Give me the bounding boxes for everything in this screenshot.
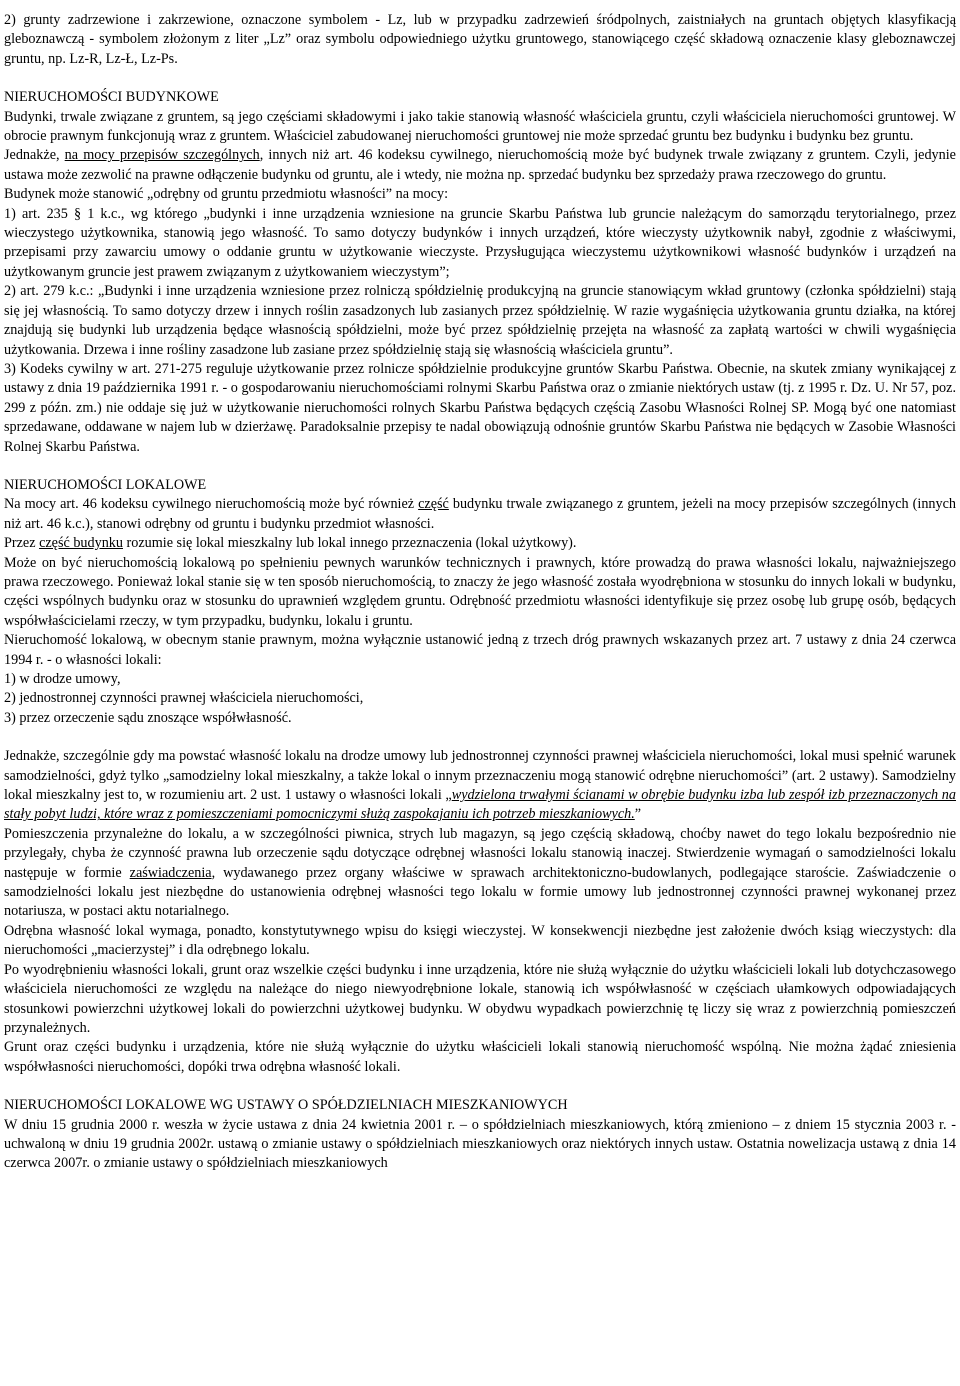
spacer bbox=[4, 728, 956, 747]
paragraph: Po wyodrębnieniu własności lokali, grunt oraz wszelkie części budynku i inne urządzenia, które nie służą wyłącznie do użytku właścicieli lokali lub dotychczasowego właściciela nieruchomości ze względu na należące do niego niewyodrębnione lokale, stanowią ich współwłasność w częściach ułamkowych odpowiadających stosunkowi powierzchni użytkowej lokali do powierzchni użytkowej budynku. W obydwu wypadkach powierzchnię tę liczy się wraz z powierzchnią pomieszczeń przynależnych. bbox=[4, 961, 956, 1036]
paragraph: W dniu 15 grudnia 2000 r. weszła w życie ustawa z dnia 24 kwietnia 2001 r. – o spółdzielniach mieszkaniowych, którą zmieniono – z dniem 15 stycznia 2003 r. - uchwaloną w dniu 19 grudnia 2002r. ustawą o zmianie ustawy o spółdzielniach mieszkaniowych oraz niektórych innych ustaw. Ostatnia nowelizacja ustawą z dnia 14 czerwca 2007r. o zmianie ustawy o spółdzielniach mieszkaniowych bbox=[4, 1116, 956, 1172]
spacer bbox=[4, 1077, 956, 1096]
text-run: rozumie się lokal mieszkalny lub lokal innego przeznaczenia (lokal użytkowy). bbox=[122, 535, 577, 552]
paragraph: Może on być nieruchomością lokalową po spełnieniu pewnych warunków technicznych i prawnych, które prowadzą do prawa własności lokalu, najważniejszego prawa rzeczowego. Ponieważ lokal stanie się w ten sposób nieruchomością, to znaczy że jego własność została wyodrębniona w stosunku do innych lokali w budynku, części wspólnych budynku oraz w stosunku do uprawnień względem gruntu. Odrębność przedmiotu własności identyfikuje się przez osobę lub grupę osób, będących współwłaścicielami rzeczy, w tym przypadku, budynku, lokalu i gruntu. bbox=[4, 554, 956, 629]
paragraph: 1) art. 235 § 1 k.c., wg którego „budynki i inne urządzenia wzniesione na gruncie Skarbu Państwa lub gruncie należącym do samorządu terytorialnego, przez wieczystego użytkownika, stanowią jego własność. To samo dotyczy budynków i innych urządzeń, które wieczysty użytkownik nabył, zgodnie z właściwymi, przepisami przy zawarciu umowy o oddanie gruntu w użytkowanie wieczyste. Przysługująca wieczystemu użytkownikowi własność budynków i urządzeń na użytkowanym gruncie jest prawem związanym z użytkowaniem wieczystym”; bbox=[4, 205, 956, 280]
paragraph bbox=[4, 747, 956, 825]
section-heading-spoldzielcze: NIERUCHOMOŚCI LOKALOWE WG USTAWY O SPÓŁDZIELNIACH MIESZKANIOWYCH bbox=[4, 1097, 568, 1114]
underlined-text: na mocy przepisów szczególnych bbox=[64, 147, 260, 164]
paragraph bbox=[4, 495, 956, 534]
paragraph: 3) Kodeks cywilny w art. 271-275 reguluje użytkowanie przez rolnicze spółdzielnie produkcyjne gruntów Skarbu Państwa. Obecnie, na skutek zmiany wynikającej z ustawy z dnia 19 października 1991 r. - o gospodarowaniu nieruchomościami rolnymi Skarbu Państwa oraz o zmianie niektórych ustaw (tj. z 1995 r. Dz. U. Nr 57, poz. 299 z późn. zm.) nie oddaje się już w użytkowanie nieruchomości rolnych Skarbu Państwa będących częścią Zasobu Własności Rolnej SP. Mogą być one natomiast sprzedawane, oddawane w najem lub w dzierżawę. Paradoksalnie przepisy te nadal obowiązują odnośnie gruntów Skarbu Państwa nie będących w Zasobie Własności Rolnej Skarbu Państwa. bbox=[4, 360, 956, 455]
text-run: Pomieszczenia przynależne do lokalu, a w szczególności piwnica, strych lub magazyn, są jego częścią składową, choćby nawet do tego lokalu bezpośrednio nie przylegały, chyba że czynność prawna lub orzeczenie sądu dotyczące odrębnej własności lokalu stanowią inaczej. Stwierdzenie wymagań o samodzielności lokalu następuje w formie bbox=[4, 825, 956, 881]
paragraph: Budynek może stanowić „odrębny od gruntu przedmiotu własności” na mocy: bbox=[4, 186, 449, 203]
underlined-text: część bbox=[418, 496, 449, 513]
text-run: Jednakże, bbox=[4, 147, 65, 164]
section-heading-budynkowe: NIERUCHOMOŚCI BUDYNKOWE bbox=[4, 89, 219, 106]
text-run: , innych niż art. 46 kodeksu cywilnego, nieruchomością może być budynek trwale związany z gruntem. Czyli, jedynie ustawa może zezwolić na prawne odłączenie budynku od gruntu, ale i wtedy, nie można np. sprzedać budynku bez sprzedaży prawa rzeczowego do gruntu. bbox=[4, 147, 956, 183]
paragraph bbox=[4, 534, 956, 553]
underlined-text: część budynku bbox=[39, 535, 123, 552]
paragraph bbox=[4, 825, 956, 922]
intro-paragraph: 2) grunty zadrzewione i zakrzewione, oznaczone symbolem - Lz, lub w przypadku zadrzewień śródpolnych, zaistniałych na gruntach objętych klasyfikacją gleboznawczą - symbolem złożonym z liter „Lz” oraz symbolu odpowiedniego użytku gruntowego, stanowiącego część składową oznaczenie klasy gleboznawczej gruntu, np. Lz-R, Lz-Ł, Lz-Ps. bbox=[4, 12, 956, 67]
text-run: ” bbox=[634, 806, 642, 823]
paragraph: 2) art. 279 k.c.: „Budynki i inne urządzenia wzniesione przez rolniczą spółdzielnię produkcyjną na gruncie stanowiącym wkład gruntowy (członka spółdzielni) stają się jej własnością. To samo dotyczy drzew i innych roślin zasadzonych lub zasianych przez spółdzielnię. W razie wygaśnięcia użytkowania gruntu działka, na której znajdują się budynki lub urządzenia będące własnością spółdzielni, może być przez spółdzielnię przejęta na własność za zapłatą wartości w chwili wygaśnięcia użytkowania. Drzewa i inne rośliny zasadzone lub zasiane przez spółdzielnię stają się własnością właściciela gruntu”. bbox=[4, 283, 956, 358]
italic-underlined-quote: wydzielona trwałymi ścianami w obrębie budynku izba lub zespół izb przeznaczonych na stały pobyt ludzi, które wraz z pomieszczeniami pomocniczymi służą zaspokajaniu ich potrzeb mieszkaniowych. bbox=[4, 787, 956, 823]
paragraph: Grunt oraz części budynku i urządzenia, które nie służą wyłącznie do użytku właścicieli lokali stanowią nieruchomość wspólną. Nie można żądać zniesienia współwłasności nieruchomości, dopóki trwa odrębna własność lokali. bbox=[4, 1039, 956, 1075]
text-run: Na mocy art. 46 kodeksu cywilnego nieruchomością może być również bbox=[4, 496, 419, 513]
paragraph: Nieruchomość lokalową, w obecnym stanie prawnym, można wyłącznie ustanowić jedną z trzech dróg prawnych wskazanych przez art. 7 ustawy z dnia 24 czerwca 1994 r. - o własności lokali: bbox=[4, 632, 956, 668]
paragraph: Budynki, trwale związane z gruntem, są jego częściami składowymi i jako takie stanowią własność właściciela gruntu, czyli właściciela nieruchomości gruntowej. W obrocie prawnym funkcjonują wraz z gruntem. Właściciel zabudowanej nieruchomości gruntowej nie może sprzedać gruntu bez budynku i budynku bez gruntu. bbox=[4, 108, 956, 145]
underlined-text: zaświadczenia bbox=[129, 864, 212, 881]
text-run: Jednakże, szczególnie gdy ma powstać własność lokalu na drodze umowy lub jednostronnej czynności prawnej właściciela nieruchomości, lokal musi spełnić warunek samodzielności, gdyż tylko „samodzielny lokal mieszkalny, a także lokal o innym przeznaczeniu mogą stanowić odrębne nieruchomości” (art. 2 ustawy). Samodzielny lokal mieszkalny jest to, w rozumieniu art. 2 ust. 1 ustawy o własności lokali „ bbox=[4, 748, 956, 804]
list-item: 3) przez orzeczenie sądu znoszące współwłasność. bbox=[4, 709, 292, 726]
text-run: , wydawanego przez organy właściwe w sprawach architektoniczno-budowlanych, podlegające staroście. Zaświadczenie o samodzielności lokalu jest niezbędne do ustanowienia odrębnej własności tego lokalu w formie umowy lub jednostronnej czynności prawnej wykonanej przez notariusza, w postaci aktu notarialnego. bbox=[4, 864, 956, 920]
text-run: budynku trwale związanego z gruntem, jeżeli na mocy przepisów szczególnych (innych niż art. 46 k.c.), stanowi odrębny od gruntu i budynku przedmiot własności. bbox=[4, 496, 956, 532]
text-run: Przez bbox=[4, 535, 40, 552]
spacer bbox=[4, 69, 956, 88]
section-heading-lokalowe: NIERUCHOMOŚCI LOKALOWE bbox=[4, 476, 207, 493]
list-item: 1) w drodze umowy, bbox=[4, 671, 121, 687]
list-item: 2) jednostronnej czynności prawnej właściciela nieruchomości, bbox=[4, 690, 364, 707]
paragraph bbox=[4, 146, 956, 185]
spacer bbox=[4, 457, 956, 476]
paragraph: Odrębna własność lokal wymaga, ponadto, konstytutywnego wpisu do księgi wieczystej. W konsekwencji niezbędne jest założenie dwóch ksiąg wieczystych: dla nieruchomości „macierzystej” i dla odrębnego lokalu. bbox=[4, 922, 956, 959]
